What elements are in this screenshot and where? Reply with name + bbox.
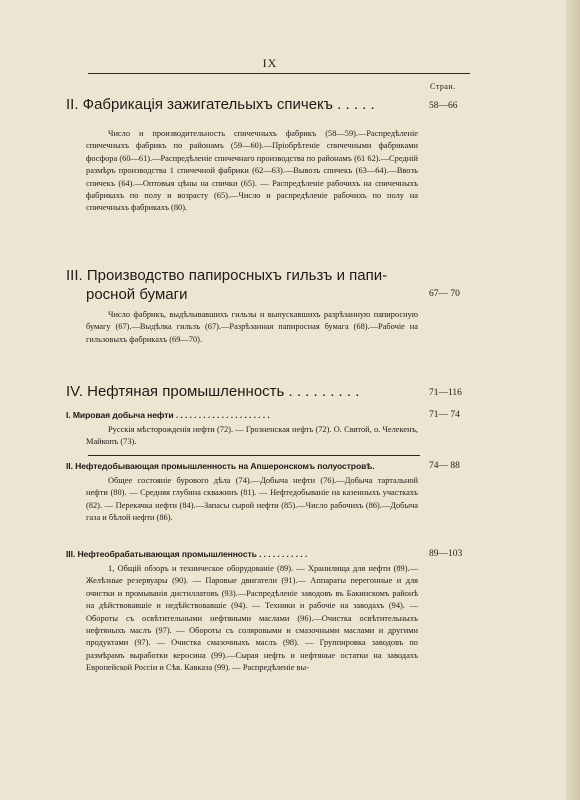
subsection-title-i: I. Мировая добыча нефти . . . . . . . . . . . . . . . . . . . . . [66, 410, 270, 420]
section-title-iii-line2: росной бумаги [86, 286, 188, 303]
subsection-rule-i [88, 455, 420, 456]
subsection-paragraph-i: Русскія мѣсторожденія нефти (72). — Грозненская нефть (72). О. Святой, о. Челекенъ, Майкопъ (73). [86, 425, 418, 447]
section-paragraph-ii: Число и производительность спичечныхъ фабрикъ (58—59).—Распредѣленіе спичечныхъ фабрикъ по районамъ (59—60).—Пріобрѣтеніе спичечными фабриками фосфора (60—61).—Распредѣленіе спичечнаго производства по районамъ (61 62).—Средній размѣръ производства 1 спичечной фабрики (62—63).—Вывозъ спичекъ (63—64).—Ввозъ спичекъ (64).—Оптовыя цѣны на спички (65). — Распредѣленіе рабочихъ на спичечныхъ фабрикахъ по полу и возрасту (65).—Число и распредѣленіе рабочихъ по полу на спичечныхъ фабрикахъ (80). [86, 129, 418, 213]
column-header-pages: Стран. [430, 82, 456, 91]
page-number: IX [262, 56, 278, 70]
header-rule [88, 73, 470, 74]
page-spine-shadow [566, 0, 580, 800]
section-range-iv: 71—116 [429, 388, 462, 398]
subsection-range-ii: 74— 88 [429, 461, 460, 471]
subsection-range-iii: 89—103 [429, 549, 463, 559]
subsection-title-iii: III. Нефтеобрабатывающая промышленность . . . . . . . . . . . [66, 549, 308, 559]
subsection-title-ii: II. Нефтедобывающая промышленность на Апшеронскомъ полуостровѣ. [66, 461, 375, 471]
section-range-ii: 58—66 [429, 101, 458, 111]
section-title-iii-line1: III. Производство папиросныхъ гильзъ и папи- [66, 267, 388, 284]
section-title-iv: IV. Нефтяная промышленность . . . . . . . . . [66, 383, 360, 400]
section-range-iii: 67— 70 [429, 289, 460, 299]
section-paragraph-iii: Число фабрикъ, выдѣлывавшихъ гильзы и выпускавшихъ разрѣзанную папиросную бумагу (67).—Выдѣлка гильзъ (67).—Разрѣзанная папиросная бумага (68).—Рабочіе на гильзовыхъ фабрикахъ (69—70). [86, 310, 418, 344]
subsection-paragraph-iii: 1, Общій обзоръ и техническое оборудованіе (89). — Хранилища для нефти (89).— Желѣзные резервуары (90). — Паровые двигатели (91).— Аппараты перегонные и для очистки и промыванія дистиллатовъ (93).—Распредѣленіе заводовъ въ Бакинскомъ районѣ на дѣйствовавшіе и недѣйствовавшіе (94). — Техники и рабочіе на заводахъ (94). — Обороты съ освѣтительными нефтяными маслами (96).—Очистка освѣтительныхъ нефтяныхъ маслъ (97). — Обороты съ соляровыми и смазочными маслами и другими продуктами (97). — Очистка смазочныхъ маслъ (98). — Группировка заводовъ по размѣрамъ выработки керосина (99).—Сырая нефть и нефтяные остатки на заводахъ Европейской Россіи и Сѣв. Кавказа (99). — Распредѣленіе вы- [86, 564, 418, 673]
section-title-ii: II. Фабрикація зажигательыхъ спичекъ . . . . . [66, 96, 375, 113]
subsection-paragraph-ii: Общее состояніе бурового дѣла (74).—Добыча нефти (76).—Добыча тартальной нефти (80). — Средняя глубина скважинъ (81). — Нефтедобываніе на казенныхъ участкахъ (82). — Перекачка нефти (84).—Запасы сырой нефти (85).—Число рабочихъ (86).—Добыча газа и бѣлой нефти (86). [86, 476, 418, 523]
subsection-range-i: 71— 74 [429, 410, 460, 420]
